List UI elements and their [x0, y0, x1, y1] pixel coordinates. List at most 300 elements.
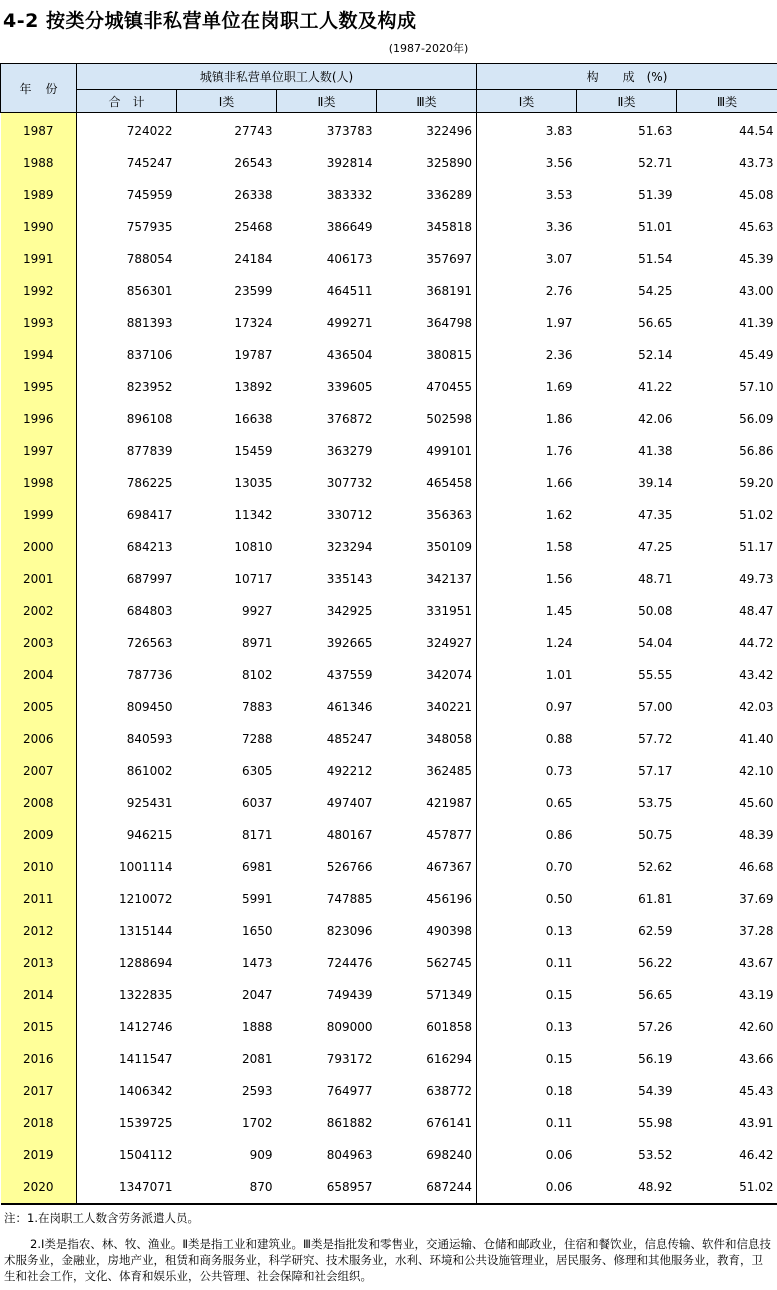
share-c2-cell: 54.04 — [638, 636, 673, 650]
total-cell: 745247 — [126, 156, 173, 170]
year-cell: 2017 — [1, 1075, 77, 1107]
count-c2-cell: 749439 — [326, 988, 373, 1002]
share-c2-cell: 42.06 — [638, 412, 673, 426]
total-cell: 946215 — [126, 828, 173, 842]
count-c1-cell: 15459 — [234, 444, 273, 458]
table-row — [1, 435, 777, 467]
table-row — [1, 499, 777, 531]
count-c1-cell: 7288 — [241, 732, 273, 746]
count-c2-cell: 342925 — [326, 604, 373, 618]
count-c2-cell: 386649 — [326, 220, 373, 234]
year-cell: 2004 — [1, 659, 77, 691]
share-c3-cell: 37.69 — [739, 892, 774, 906]
total-cell: 881393 — [126, 316, 173, 330]
share-c3-cell: 51.02 — [677, 1171, 777, 1204]
total-cell: 684803 — [126, 604, 173, 618]
share-c1-cell: 0.11 — [545, 1116, 573, 1130]
total-column-header: 合 计 — [77, 90, 177, 113]
share-c2-cell: 52.62 — [638, 860, 673, 874]
count-c3-cell: 357697 — [377, 243, 477, 275]
count-c2-cell: 392814 — [326, 156, 373, 170]
table-row — [1, 113, 777, 148]
share-c2-cell: 50.08 — [638, 604, 673, 618]
share-c3-cell: 42.10 — [739, 764, 774, 778]
share-c1-cell: 0.15 — [545, 988, 573, 1002]
count-c3-cell: 470455 — [377, 371, 477, 403]
share-c3-cell: 41.39 — [739, 316, 774, 330]
table-row — [1, 723, 777, 755]
share-c3-cell: 45.49 — [739, 348, 774, 362]
count-c2-cell: 804963 — [326, 1148, 373, 1162]
total-cell: 745959 — [126, 188, 173, 202]
count-c1-cell: 8971 — [241, 636, 273, 650]
year-cell: 2006 — [1, 723, 77, 755]
share-c3-cell: 42.60 — [739, 1020, 774, 1034]
count-c2-cell: 809000 — [326, 1020, 373, 1034]
total-cell: 877839 — [126, 444, 173, 458]
year-cell: 1994 — [1, 339, 77, 371]
table-row — [1, 1075, 777, 1107]
total-cell: 1539725 — [119, 1116, 173, 1130]
share-c1-cell: 1.24 — [545, 636, 573, 650]
total-cell: 823952 — [126, 380, 173, 394]
share-c2-cell: 55.98 — [638, 1116, 673, 1130]
total-cell: 1315144 — [119, 924, 173, 938]
share-c1-cell: 2.36 — [545, 348, 573, 362]
table-row — [1, 307, 777, 339]
count-c3-cell: 350109 — [377, 531, 477, 563]
table-row — [1, 211, 777, 243]
table-row — [1, 1171, 777, 1204]
count-c2-cell: 861882 — [326, 1116, 373, 1130]
year-cell: 1992 — [1, 275, 77, 307]
count-c2-cell: 724476 — [326, 956, 373, 970]
share-c1-cell: 3.07 — [545, 252, 573, 266]
count-c1-cell: 1650 — [241, 924, 273, 938]
count-c2-cell: 461346 — [326, 700, 373, 714]
year-cell: 1999 — [1, 499, 77, 531]
count-c1-cell: 9927 — [241, 604, 273, 618]
year-cell: 1990 — [1, 211, 77, 243]
share-c1-cell: 2.76 — [545, 284, 573, 298]
count-c2-cell: 373783 — [326, 124, 373, 138]
year-cell: 2010 — [1, 851, 77, 883]
share-c2-cell: 62.59 — [638, 924, 673, 938]
table-row — [1, 691, 777, 723]
share-c3-cell: 46.68 — [739, 860, 774, 874]
year-cell: 1998 — [1, 467, 77, 499]
table-row — [1, 851, 777, 883]
total-cell: 698417 — [126, 508, 173, 522]
count-c3-cell: 457877 — [377, 819, 477, 851]
count-c3-cell: 490398 — [377, 915, 477, 947]
count-c3-cell: 562745 — [377, 947, 477, 979]
count-c1-cell: 2081 — [241, 1052, 273, 1066]
year-cell: 1989 — [1, 179, 77, 211]
share-c2-cell: 50.75 — [638, 828, 673, 842]
count-c1-cell: 6305 — [241, 764, 273, 778]
count-c1-cell: 1473 — [241, 956, 273, 970]
share-c3-cell: 43.00 — [739, 284, 774, 298]
share-c1-cell: 0.50 — [545, 892, 573, 906]
count-c2-cell: 492212 — [326, 764, 373, 778]
table-row — [1, 595, 777, 627]
count-c3-cell: 502598 — [377, 403, 477, 435]
table-row — [1, 883, 777, 915]
share-c1-cell: 0.06 — [545, 1148, 573, 1162]
count-c3-cell: 601858 — [377, 1011, 477, 1043]
year-cell: 2013 — [1, 947, 77, 979]
page-title: 4-2 按类分城镇非私营单位在岗职工人数及构成 — [3, 10, 417, 32]
share-c3-cell: 51.17 — [739, 540, 774, 554]
count-c2-cell: 793172 — [326, 1052, 373, 1066]
share-c1-cell: 0.65 — [545, 796, 573, 810]
share-c3-cell: 44.72 — [739, 636, 774, 650]
year-cell: 1991 — [1, 243, 77, 275]
table-row — [1, 531, 777, 563]
share-c3-column-header: Ⅲ类 — [677, 90, 777, 113]
share-c1-cell: 1.69 — [545, 380, 573, 394]
count-c1-cell: 6981 — [241, 860, 273, 874]
count-c2-cell: 823096 — [326, 924, 373, 938]
share-c3-cell: 59.20 — [739, 476, 774, 490]
share-c2-cell: 51.63 — [638, 124, 673, 138]
count-c2-cell: 526766 — [326, 860, 373, 874]
share-c3-cell: 41.40 — [739, 732, 774, 746]
year-cell: 2002 — [1, 595, 77, 627]
count-c1-cell: 6037 — [241, 796, 273, 810]
count-group-header: 城镇非私营单位职工人数(人) — [77, 64, 477, 90]
share-c1-cell: 3.83 — [545, 124, 573, 138]
count-c3-cell: 616294 — [377, 1043, 477, 1075]
count-c1-cell: 26543 — [234, 156, 273, 170]
total-cell: 896108 — [126, 412, 173, 426]
share-c3-cell: 45.08 — [739, 188, 774, 202]
year-cell: 2003 — [1, 627, 77, 659]
total-cell: 787736 — [126, 668, 173, 682]
year-cell: 2019 — [1, 1139, 77, 1171]
year-cell: 1987 — [1, 113, 77, 148]
count-c2-cell: 658957 — [277, 1171, 377, 1204]
share-c1-cell: 0.15 — [545, 1052, 573, 1066]
footnote-1: 注：1.在岗职工人数含劳务派遣人员。 — [4, 1211, 199, 1225]
count-c2-cell: 392665 — [326, 636, 373, 650]
share-c2-cell: 56.22 — [638, 956, 673, 970]
share-c3-cell: 43.67 — [739, 956, 774, 970]
count-c1-cell: 5991 — [241, 892, 273, 906]
count-c3-cell: 676141 — [377, 1107, 477, 1139]
count-c1-cell: 17324 — [234, 316, 273, 330]
share-c3-cell: 46.42 — [739, 1148, 774, 1162]
count-c3-cell: 356363 — [377, 499, 477, 531]
table-row — [1, 1107, 777, 1139]
count-c3-cell: 467367 — [377, 851, 477, 883]
count-c3-cell: 322496 — [377, 113, 477, 148]
share-c3-cell: 43.66 — [739, 1052, 774, 1066]
year-cell: 1997 — [1, 435, 77, 467]
share-c1-cell: 0.11 — [545, 956, 573, 970]
total-cell: 809450 — [126, 700, 173, 714]
share-c1-cell: 1.56 — [545, 572, 573, 586]
table-row — [1, 755, 777, 787]
share-c3-cell: 45.60 — [739, 796, 774, 810]
total-cell: 1406342 — [119, 1084, 173, 1098]
share-c2-column-header: Ⅱ类 — [577, 90, 677, 113]
count-c1-cell: 13892 — [234, 380, 273, 394]
count-c1-cell: 13035 — [234, 476, 273, 490]
total-cell: 684213 — [126, 540, 173, 554]
count-c3-cell: 345818 — [377, 211, 477, 243]
share-c2-cell: 57.17 — [638, 764, 673, 778]
total-cell: 925431 — [126, 796, 173, 810]
share-c2-cell: 56.19 — [638, 1052, 673, 1066]
count-c3-cell: 687244 — [377, 1171, 477, 1204]
count-c3-cell: 331951 — [377, 595, 477, 627]
share-c1-cell: 0.13 — [545, 1020, 573, 1034]
count-c1-column-header: Ⅰ类 — [177, 90, 277, 113]
count-c3-cell: 325890 — [377, 147, 477, 179]
share-c3-cell: 49.73 — [739, 572, 774, 586]
count-c1-cell: 8102 — [241, 668, 273, 682]
share-c1-cell: 3.56 — [545, 156, 573, 170]
count-c1-cell: 19787 — [234, 348, 273, 362]
share-c2-cell: 48.92 — [577, 1171, 677, 1204]
share-c2-cell: 39.14 — [638, 476, 673, 490]
share-c2-cell: 54.25 — [638, 284, 673, 298]
total-cell: 837106 — [126, 348, 173, 362]
share-c2-cell: 52.71 — [638, 156, 673, 170]
count-c1-cell: 25468 — [234, 220, 273, 234]
count-c2-cell: 339605 — [326, 380, 373, 394]
year-cell: 2009 — [1, 819, 77, 851]
year-cell: 2007 — [1, 755, 77, 787]
table-row — [1, 243, 777, 275]
total-cell: 788054 — [126, 252, 173, 266]
table-row — [1, 659, 777, 691]
table-row — [1, 1011, 777, 1043]
count-c3-column-header: Ⅲ类 — [377, 90, 477, 113]
count-c3-cell: 348058 — [377, 723, 477, 755]
share-c1-cell: 1.76 — [545, 444, 573, 458]
total-cell: 757935 — [126, 220, 173, 234]
count-c3-cell: 698240 — [377, 1139, 477, 1171]
count-c2-cell: 437559 — [326, 668, 373, 682]
year-cell: 2016 — [1, 1043, 77, 1075]
share-c2-cell: 56.65 — [638, 316, 673, 330]
share-c3-cell: 56.86 — [739, 444, 774, 458]
count-c2-cell: 747885 — [326, 892, 373, 906]
table-row — [1, 179, 777, 211]
count-c1-cell: 2593 — [241, 1084, 273, 1098]
year-cell: 2005 — [1, 691, 77, 723]
share-c2-cell: 51.01 — [638, 220, 673, 234]
count-c3-cell: 571349 — [377, 979, 477, 1011]
table-row — [1, 339, 777, 371]
share-c3-cell: 43.73 — [739, 156, 774, 170]
year-cell: 2014 — [1, 979, 77, 1011]
year-cell: 2011 — [1, 883, 77, 915]
total-cell: 1288694 — [119, 956, 173, 970]
count-c2-cell: 406173 — [326, 252, 373, 266]
count-c2-cell: 764977 — [326, 1084, 373, 1098]
table-row — [1, 819, 777, 851]
share-c3-cell: 37.28 — [739, 924, 774, 938]
share-c1-cell: 1.45 — [545, 604, 573, 618]
total-cell: 724022 — [126, 124, 173, 138]
share-c2-cell: 51.39 — [638, 188, 673, 202]
total-cell: 1411547 — [119, 1052, 173, 1066]
share-c1-cell: 0.70 — [545, 860, 573, 874]
share-c1-cell: 1.66 — [545, 476, 573, 490]
share-c1-cell: 3.53 — [545, 188, 573, 202]
total-cell: 1001114 — [119, 860, 173, 874]
share-c3-cell: 43.19 — [739, 988, 774, 1002]
count-c3-cell: 336289 — [377, 179, 477, 211]
share-c1-cell: 0.97 — [545, 700, 573, 714]
count-c1-cell: 909 — [249, 1148, 273, 1162]
total-cell: 1210072 — [119, 892, 173, 906]
count-c3-cell: 364798 — [377, 307, 477, 339]
share-c1-cell: 0.73 — [545, 764, 573, 778]
table-row — [1, 371, 777, 403]
share-c1-cell: 0.86 — [545, 828, 573, 842]
table-row — [1, 1139, 777, 1171]
table-row — [1, 947, 777, 979]
count-c1-cell: 10717 — [234, 572, 273, 586]
total-cell: 786225 — [126, 476, 173, 490]
count-c2-cell: 485247 — [326, 732, 373, 746]
share-c3-cell: 45.39 — [739, 252, 774, 266]
count-c1-cell: 26338 — [234, 188, 273, 202]
share-c3-cell: 44.54 — [739, 124, 774, 138]
count-c3-cell: 380815 — [377, 339, 477, 371]
table-row — [1, 563, 777, 595]
count-c3-cell: 340221 — [377, 691, 477, 723]
year-cell: 2000 — [1, 531, 77, 563]
count-c2-cell: 464511 — [326, 284, 373, 298]
count-c2-cell: 376872 — [326, 412, 373, 426]
count-c1-cell: 16638 — [234, 412, 273, 426]
count-c3-cell: 499101 — [377, 435, 477, 467]
share-c2-cell: 57.26 — [638, 1020, 673, 1034]
table-row — [1, 147, 777, 179]
total-cell: 856301 — [126, 284, 173, 298]
count-c2-cell: 330712 — [326, 508, 373, 522]
share-c3-cell: 56.09 — [739, 412, 774, 426]
year-cell: 1996 — [1, 403, 77, 435]
count-c2-cell: 480167 — [326, 828, 373, 842]
table-body — [1, 113, 777, 1205]
count-c1-cell: 1888 — [241, 1020, 273, 1034]
count-c1-cell: 27743 — [234, 124, 273, 138]
share-c2-cell: 53.75 — [638, 796, 673, 810]
share-c2-cell: 47.25 — [638, 540, 673, 554]
count-c1-cell: 23599 — [234, 284, 273, 298]
data-table — [0, 63, 777, 1205]
year-cell: 1993 — [1, 307, 77, 339]
table-row — [1, 979, 777, 1011]
table-row — [1, 627, 777, 659]
count-c1-cell: 24184 — [234, 252, 273, 266]
count-c3-cell: 362485 — [377, 755, 477, 787]
share-c3-cell: 51.02 — [739, 508, 774, 522]
share-c3-cell: 45.43 — [739, 1084, 774, 1098]
share-group-header: 构 成 (%) — [477, 64, 777, 90]
page-subtitle: (1987-2020年) — [388, 42, 469, 55]
share-c2-cell: 41.22 — [638, 380, 673, 394]
count-c1-cell: 8171 — [241, 828, 273, 842]
total-cell: 840593 — [126, 732, 173, 746]
footnotes — [4, 1210, 774, 1284]
year-cell: 2001 — [1, 563, 77, 595]
share-c2-cell: 54.39 — [638, 1084, 673, 1098]
share-c1-cell: 1.01 — [545, 668, 573, 682]
share-c1-cell: 1.58 — [545, 540, 573, 554]
total-cell: 1322835 — [119, 988, 173, 1002]
share-c3-cell: 43.91 — [739, 1116, 774, 1130]
share-c2-cell: 52.14 — [638, 348, 673, 362]
count-c2-cell: 499271 — [326, 316, 373, 330]
count-c2-cell: 363279 — [326, 444, 373, 458]
count-c1-cell: 870 — [177, 1171, 277, 1204]
count-c1-cell: 10810 — [234, 540, 273, 554]
share-c2-cell: 41.38 — [638, 444, 673, 458]
total-cell: 726563 — [126, 636, 173, 650]
table-row — [1, 1043, 777, 1075]
share-c2-cell: 57.00 — [638, 700, 673, 714]
year-cell: 2008 — [1, 787, 77, 819]
share-c2-cell: 56.65 — [638, 988, 673, 1002]
count-c1-cell: 1702 — [241, 1116, 273, 1130]
share-c2-cell: 57.72 — [638, 732, 673, 746]
count-c2-cell: 307732 — [326, 476, 373, 490]
total-cell: 861002 — [126, 764, 173, 778]
year-cell: 2018 — [1, 1107, 77, 1139]
count-c3-cell: 368191 — [377, 275, 477, 307]
year-cell: 2012 — [1, 915, 77, 947]
count-c2-cell: 383332 — [326, 188, 373, 202]
share-c1-cell: 1.97 — [545, 316, 573, 330]
count-c3-cell: 342137 — [377, 563, 477, 595]
share-c1-cell: 0.88 — [545, 732, 573, 746]
share-c1-cell: 0.13 — [545, 924, 573, 938]
share-c1-cell: 1.62 — [545, 508, 573, 522]
share-c3-cell: 48.47 — [739, 604, 774, 618]
year-column-header: 年份 — [1, 64, 77, 113]
count-c3-cell: 638772 — [377, 1075, 477, 1107]
count-c3-cell: 421987 — [377, 787, 477, 819]
total-cell: 1504112 — [119, 1148, 173, 1162]
share-c2-cell: 53.52 — [638, 1148, 673, 1162]
total-cell: 687997 — [126, 572, 173, 586]
count-c2-cell: 323294 — [326, 540, 373, 554]
count-c1-cell: 2047 — [241, 988, 273, 1002]
year-cell: 1995 — [1, 371, 77, 403]
share-c3-cell: 45.63 — [739, 220, 774, 234]
share-c2-cell: 61.81 — [638, 892, 673, 906]
table-row — [1, 403, 777, 435]
share-c3-cell: 48.39 — [739, 828, 774, 842]
share-c1-column-header: Ⅰ类 — [477, 90, 577, 113]
table-row — [1, 467, 777, 499]
count-c3-cell: 465458 — [377, 467, 477, 499]
year-cell: 2015 — [1, 1011, 77, 1043]
count-c2-cell: 335143 — [326, 572, 373, 586]
count-c2-cell: 497407 — [326, 796, 373, 810]
count-c3-cell: 342074 — [377, 659, 477, 691]
total-cell: 1347071 — [77, 1171, 177, 1204]
footnote-2: 2.Ⅰ类是指农、林、牧、渔业。Ⅱ类是指工业和建筑业。Ⅲ类是指批发和零售业，交通运输、仓储和邮政业，住宿和餐饮业，信息传输、软件和信息技术服务业，金融业，房地产业，租赁和商务服务业，科学研究、技术服务业，水利、环境和公共设施管理业，居民服务、修理和其他服务业，教育，卫生和社会工作，文化、体育和娱乐业，公共管理、社会保障和社会组织。 — [4, 1237, 771, 1283]
